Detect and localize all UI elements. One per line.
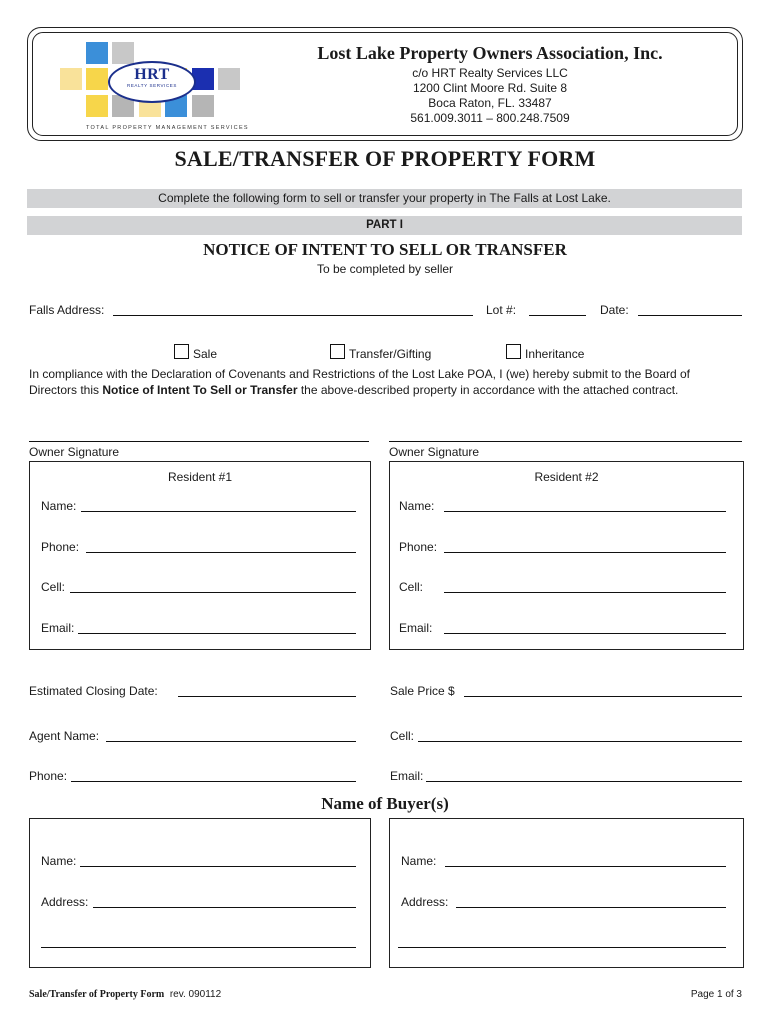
closing-date-field[interactable]	[178, 696, 356, 697]
buyer-1-box	[29, 818, 371, 968]
resident-2-cell-label: Cell:	[399, 580, 424, 594]
section-subtitle: To be completed by seller	[316, 262, 454, 276]
falls-address-field[interactable]	[113, 315, 473, 316]
sale-checkbox[interactable]	[174, 344, 189, 359]
buyer-2-address-field[interactable]	[456, 907, 726, 908]
resident-1-email-field[interactable]	[78, 633, 356, 634]
buyer-2-address-label: Address:	[401, 895, 449, 909]
address-line: 561.009.3011 – 800.248.7509	[410, 111, 570, 125]
resident-1-title: Resident #1	[167, 470, 233, 484]
resident-1-phone-label: Phone:	[41, 540, 80, 554]
resident-1-name-label: Name:	[41, 499, 77, 513]
buyer-2-name-field[interactable]	[445, 866, 726, 867]
resident-2-name-label: Name:	[399, 499, 435, 513]
sale-price-field[interactable]	[464, 696, 742, 697]
phone-label: Phone:	[29, 769, 68, 783]
email-field[interactable]	[426, 781, 742, 782]
buyer-1-address-field[interactable]	[93, 907, 356, 908]
agent-name-label: Agent Name:	[29, 729, 100, 743]
email-label: Email:	[390, 769, 424, 783]
resident-2-email-field[interactable]	[444, 633, 726, 634]
owner-signature-label: Owner Signature	[389, 445, 480, 459]
closing-date-label: Estimated Closing Date:	[29, 684, 158, 698]
lot-field[interactable]	[529, 315, 586, 316]
page-number: Page 1 of 3	[690, 989, 742, 1000]
resident-1-phone-field[interactable]	[86, 552, 356, 553]
resident-1-cell-label: Cell:	[41, 580, 66, 594]
part-label: PART I	[27, 216, 742, 235]
resident-1-box	[29, 461, 371, 650]
address-line: 1200 Clint Moore Rd. Suite 8	[412, 81, 568, 95]
buyer-1-name-label: Name:	[41, 854, 77, 868]
date-field[interactable]	[638, 315, 742, 316]
buyer-1-address-field-2[interactable]	[41, 947, 356, 948]
inheritance-checkbox[interactable]	[506, 344, 521, 359]
resident-1-name-field[interactable]	[81, 511, 356, 512]
resident-2-cell-field[interactable]	[444, 592, 726, 593]
address-line: c/o HRT Realty Services LLC	[412, 66, 568, 80]
agent-name-field[interactable]	[106, 741, 356, 742]
phone-field[interactable]	[71, 781, 356, 782]
form-title: SALE/TRANSFER OF PROPERTY FORM	[174, 146, 596, 171]
owner-signature-line-1[interactable]	[29, 441, 369, 442]
resident-2-phone-label: Phone:	[399, 540, 438, 554]
intro-band: Complete the following form to sell or transfer your property in The Falls at Lost Lake.	[27, 189, 742, 208]
agent-cell-field[interactable]	[418, 741, 742, 742]
buyer-1-name-field[interactable]	[80, 866, 356, 867]
resident-2-box	[389, 461, 744, 650]
sale-price-label: Sale Price $	[390, 684, 455, 698]
resident-1-email-label: Email:	[41, 621, 75, 635]
resident-1-cell-field[interactable]	[70, 592, 356, 593]
owner-signature-label: Owner Signature	[29, 445, 120, 459]
resident-2-phone-field[interactable]	[444, 552, 726, 553]
compliance-statement: In compliance with the Declaration of Covenants and Restrictions of the Lost Lake POA, I (we) hereby submit to the Board of Directors this Notice of Intent To Sell or Transfer the above-described property in accordance with the attached contract.	[29, 367, 691, 397]
date-label: Date:	[600, 303, 629, 317]
resident-2-email-label: Email:	[399, 621, 433, 635]
transfer-label: Transfer/Gifting	[349, 347, 432, 361]
organization-name: Lost Lake Property Owners Association, Inc.	[317, 43, 663, 63]
buyer-2-name-label: Name:	[401, 854, 437, 868]
resident-2-title: Resident #2	[534, 470, 599, 484]
resident-2-name-field[interactable]	[444, 511, 726, 512]
buyer-2-box	[389, 818, 744, 968]
lot-label: Lot #:	[486, 303, 517, 317]
agent-cell-label: Cell:	[390, 729, 415, 743]
section-title: NOTICE OF INTENT TO SELL OR TRANSFER	[203, 240, 567, 259]
falls-address-label: Falls Address:	[29, 303, 105, 317]
footer-form-name: Sale/Transfer of Property Form rev. 090112	[29, 989, 222, 1000]
buyer-2-address-field-2[interactable]	[398, 947, 726, 948]
owner-signature-line-2[interactable]	[389, 441, 742, 442]
sale-label: Sale	[193, 347, 218, 361]
address-line: Boca Raton, FL. 33487	[428, 96, 552, 110]
inheritance-label: Inheritance	[525, 347, 585, 361]
transfer-checkbox[interactable]	[330, 344, 345, 359]
buyer-1-address-label: Address:	[41, 895, 89, 909]
buyers-title: Name of Buyer(s)	[321, 794, 449, 813]
